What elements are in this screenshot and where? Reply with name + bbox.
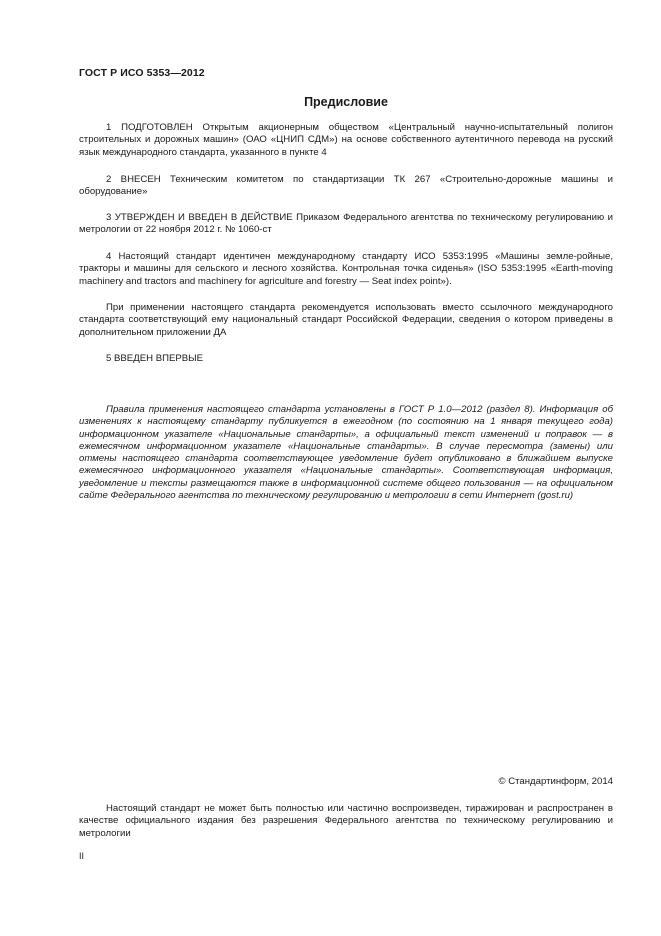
document-header: ГОСТ Р ИСО 5353—2012 (79, 67, 205, 79)
paragraph-4: 4 Настоящий стандарт идентичен международному стандарту ИСО 5353:1995 «Машины земле-ройные, тракторы и машины для сельского и лесного хозяйства. Контрольная точка сиденья» (ISO 5353:1995 «Earth-moving machinery and tractors and machinery for agriculture and forestry — Seat index point»). (79, 251, 613, 287)
page-number: II (79, 851, 85, 861)
reproduction-notice: Настоящий стандарт не может быть полностью или частично воспроизведен, тиражирован и распространен в качестве официального издания без разрешения Федерального агентства по техническому регулированию и метрологии (79, 803, 613, 839)
rules-note: Правила применения настоящего стандарта установлены в ГОСТ Р 1.0—2012 (раздел 8). Информация об изменениях к настоящему стандарту публикуется в ежегодном (по состоянию на 1 января текущего года) информационном указателе «Национальные стандарты», а официальный текст изменений и поправок — в ежемесячном информационном указателе «Национальные стандарты». В случае пересмотра (замены) или отмены настоящего стандарта соответствующее уведомление будет опубликовано в ближайшем выпуске ежемесячного информационного указателя «Национальные стандарты». Соответствующая информация, уведомление и тексты размещаются также в информационной системе общего пользования — на официальном сайте Федерального агентства по техническому регулированию и метрологии в сети Интернет (gost.ru) (79, 404, 613, 502)
paragraph-5: 5 ВВЕДЕН ВПЕРВЫЕ (106, 353, 204, 364)
paragraph-4-note: При применении настоящего стандарта рекомендуется использовать вместо ссылочного международного стандарта соответствующий ему национальный стандарт Российской Федерации, сведения о котором приведены в дополнительном приложении ДА (79, 302, 613, 338)
page-title: Предисловие (304, 95, 388, 109)
paragraph-1: 1 ПОДГОТОВЛЕН Открытым акционерным обществом «Центральный научно-испытательный полигон строительных и дорожных машин» (ОАО «ЦНИП СДМ») на основе собственного аутентичного перевода на русский язык международного стандарта, указанного в пункте 4 (79, 122, 613, 158)
paragraph-3: 3 УТВЕРЖДЕН И ВВЕДЕН В ДЕЙСТВИЕ Приказом Федерального агентства по техническому регулированию и метрологии от 22 ноября 2012 г. № 1060-ст (79, 212, 613, 236)
paragraph-2: 2 ВНЕСЕН Техническим комитетом по стандартизации ТК 267 «Строительно-дорожные машины и оборудование» (79, 174, 613, 198)
copyright-notice: © Стандартинформ, 2014 (498, 776, 613, 787)
